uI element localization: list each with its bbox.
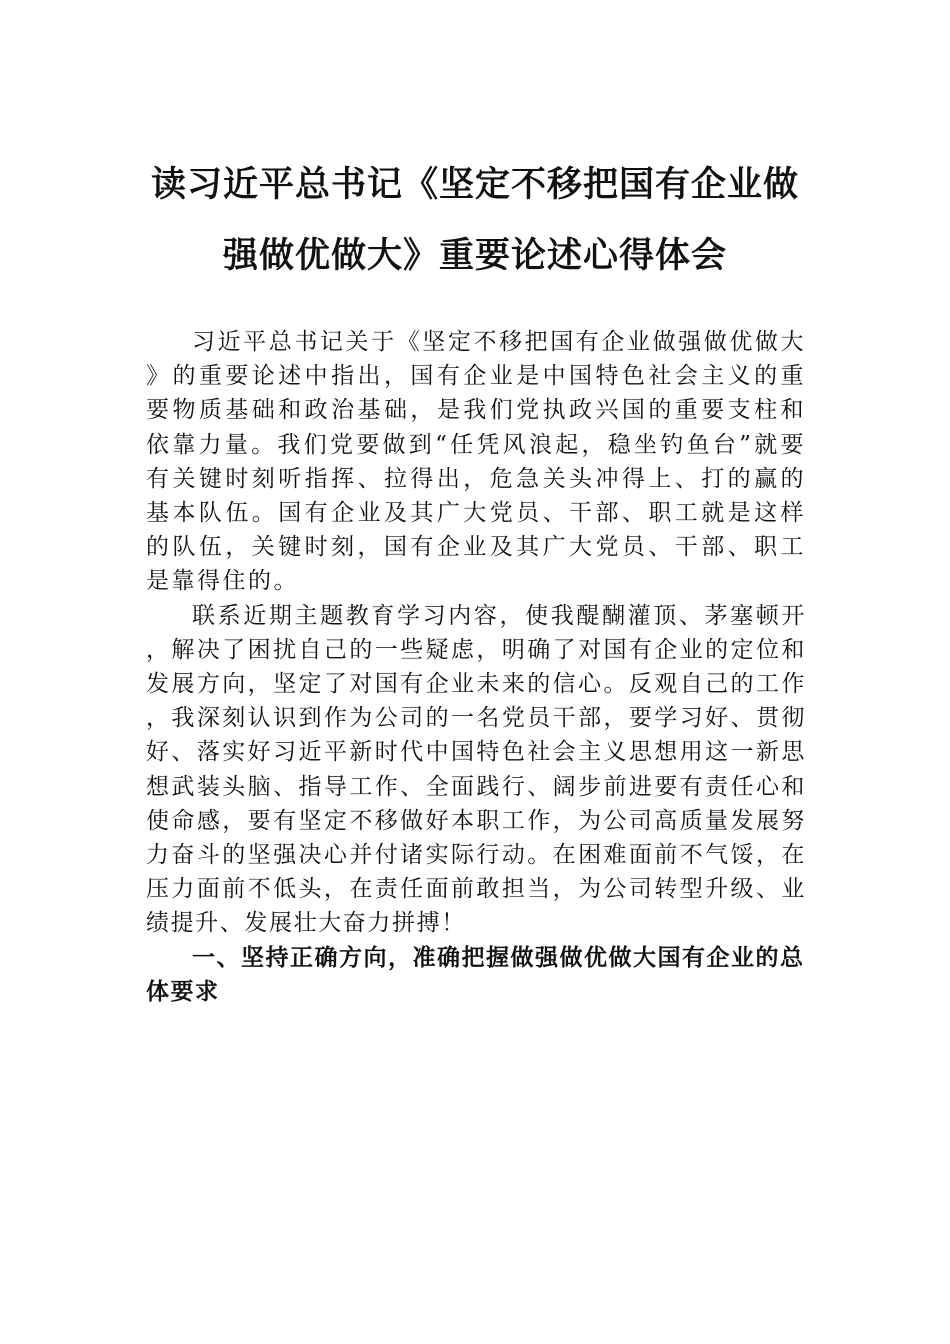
- paragraph-1: 习近平总书记关于《坚定不移把国有企业做强做优做大》的重要论述中指出，国有企业是中国特色社会主义的重要物质基础和政治基础，是我们党执政兴国的重要支柱和依靠力量。我们党要做到“任凭风浪起，稳坐钓鱼台”就要有关键时刻听指挥、拉得出，危急关头冲得上、打的赢的基本队伍。国有企业及其广大党员、干部、职工就是这样的队伍，关键时刻，国有企业及其广大党员、干部、职工是靠得住的。: [146, 329, 806, 595]
- section-heading-1: 一、坚持正确方向，准确把握做强做优做大国有企业的总体要求: [146, 944, 805, 1005]
- document-body: [146, 325, 806, 1009]
- document-title-line-1: 读习近平总书记《坚定不移把国有企业做: [150, 165, 799, 205]
- paragraph-2: 联系近期主题教育学习内容，使我醍醐灌顶、茅塞顿开，解决了困扰自己的一些疑虑，明确了对国有企业的定位和发展方向，坚定了对国有企业未来的信心。反观自己的工作，我深刻认识到作为公司的一名党员干部，要学习好、贯彻好、落实好习近平新时代中国特色社会主义思想用这一新思想武装头脑、指导工作、全面践行、阔步前进要有责任心和使命感，要有坚定不移做好本职工作，为公司高质量发展努力奋斗的坚强决心并付诸实际行动。在困难面前不气馁，在压力面前不低头，在责任面前敢担当，为公司转型升级、业绩提升、发展壮大奋力拼搏！: [146, 602, 806, 937]
- document-title-line-2: 强做优做大》重要论述心得体会: [222, 236, 727, 276]
